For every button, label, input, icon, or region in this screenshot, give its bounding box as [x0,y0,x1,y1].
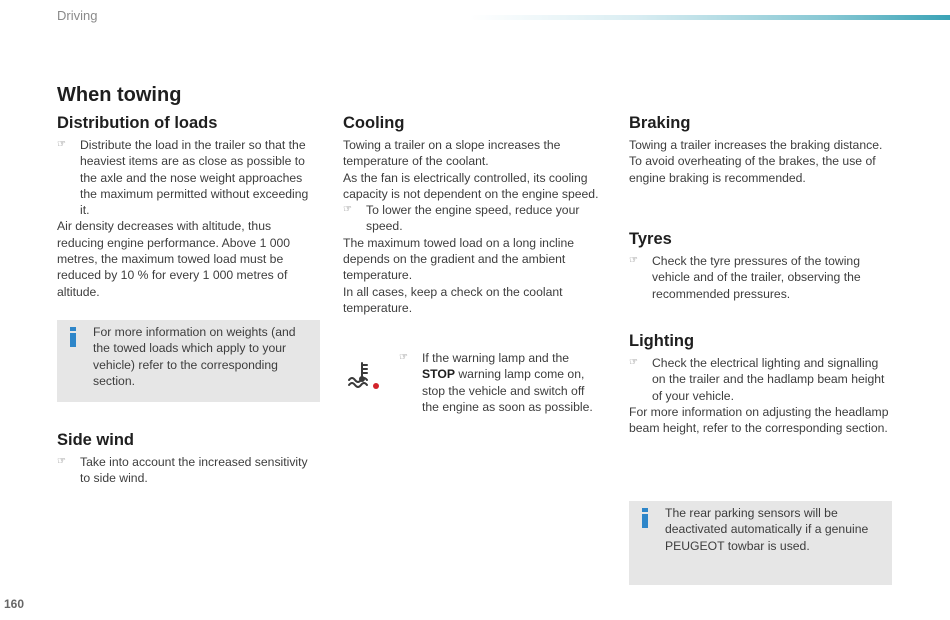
pointing-hand-icon: ☞ [57,456,66,467]
page-number: 160 [4,597,25,611]
braking-section [629,113,893,186]
info-icon [642,508,648,528]
braking-heading: Braking [629,114,691,132]
lighting-bullet [629,355,893,404]
pointing-hand-icon: ☞ [57,139,66,150]
lighting-bullet-text: Check the electrical lighting and signalling on the trailer and the hadlamp beam height of your vehicle. [652,356,885,403]
distribution-heading: Distribution of loads [57,114,218,132]
cooling-heading: Cooling [343,114,405,132]
cooling-paragraph-2: As the fan is electrically controlled, its cooling capacity is not dependent on the engine speed. [343,170,599,201]
braking-paragraph: Towing a trailer increases the braking distance. To avoid overheating of the brakes, the use of engine braking is recommended. [629,138,883,185]
warning-prefix: If the warning lamp and the [422,351,570,365]
warning-note [399,350,604,415]
header-gradient-bar [470,15,950,20]
info-icon [70,327,76,347]
coolant-temperature-warning-icon [346,360,382,392]
cooling-paragraph-4: In all cases, keep a check on the coolant temperature. [343,284,563,315]
stop-label: STOP [422,367,455,382]
cooling-paragraph-1: Towing a trailer on a slope increases the temperature of the coolant. [343,138,561,169]
pointing-hand-icon: ☞ [399,352,408,363]
side-wind-bullet-text: Take into account the increased sensitivity to side wind. [80,455,308,486]
page-title: When towing [57,84,182,106]
tyres-section [629,229,893,302]
cooling-paragraph-3: The maximum towed load on a long incline depends on the gradient and the ambient temperature. [343,235,575,283]
tyres-bullet-text: Check the tyre pressures of the towing vehicle and of the trailer, observing the recommended pressures. [652,254,861,301]
pointing-hand-icon: ☞ [629,357,638,368]
distribution-bullet-text: Distribute the load in the trailer so that the heaviest items are as close as possible to the axle and the nose weight approaches the maximum permitted without exceeding it. [80,138,309,218]
distribution-section [57,113,319,300]
info-box-weights [57,320,320,402]
warning-bullet [399,350,604,415]
lighting-section [629,331,893,436]
info-box-parking-sensors [629,501,892,585]
pointing-hand-icon: ☞ [343,204,352,216]
info-box-weights-text: For more information on weights (and the towed loads which apply to your vehicle) refer to the corresponding section. [93,325,296,388]
cooling-bullet-text: To lower the engine speed, reduce your speed. [366,203,580,234]
side-wind-section [57,430,319,487]
section-header: Driving [57,8,98,23]
lighting-heading: Lighting [629,332,695,350]
cooling-bullet [343,202,607,235]
side-wind-heading: Side wind [57,431,135,449]
tyres-bullet [629,253,893,302]
warning-suffix: warning lamp come on, stop the vehicle and switch off the engine as soon as possible. [422,367,593,414]
side-wind-bullet [57,454,319,487]
pointing-hand-icon: ☞ [629,255,638,266]
tyres-heading: Tyres [629,230,672,248]
distribution-bullet [57,137,319,218]
distribution-paragraph: Air density decreases with altitude, thus reducing engine performance. Above 1 000 metres, the maximum towed load must be reduced by 10 % for every 1 000 metres of altitude. [57,219,291,299]
lighting-paragraph: For more information on adjusting the headlamp beam height, refer to the corresponding section. [629,404,889,436]
info-box-parking-sensors-text: The rear parking sensors will be deactivated automatically if a genuine PEUGEOT towbar is used. [665,506,869,553]
cooling-section [343,113,607,316]
